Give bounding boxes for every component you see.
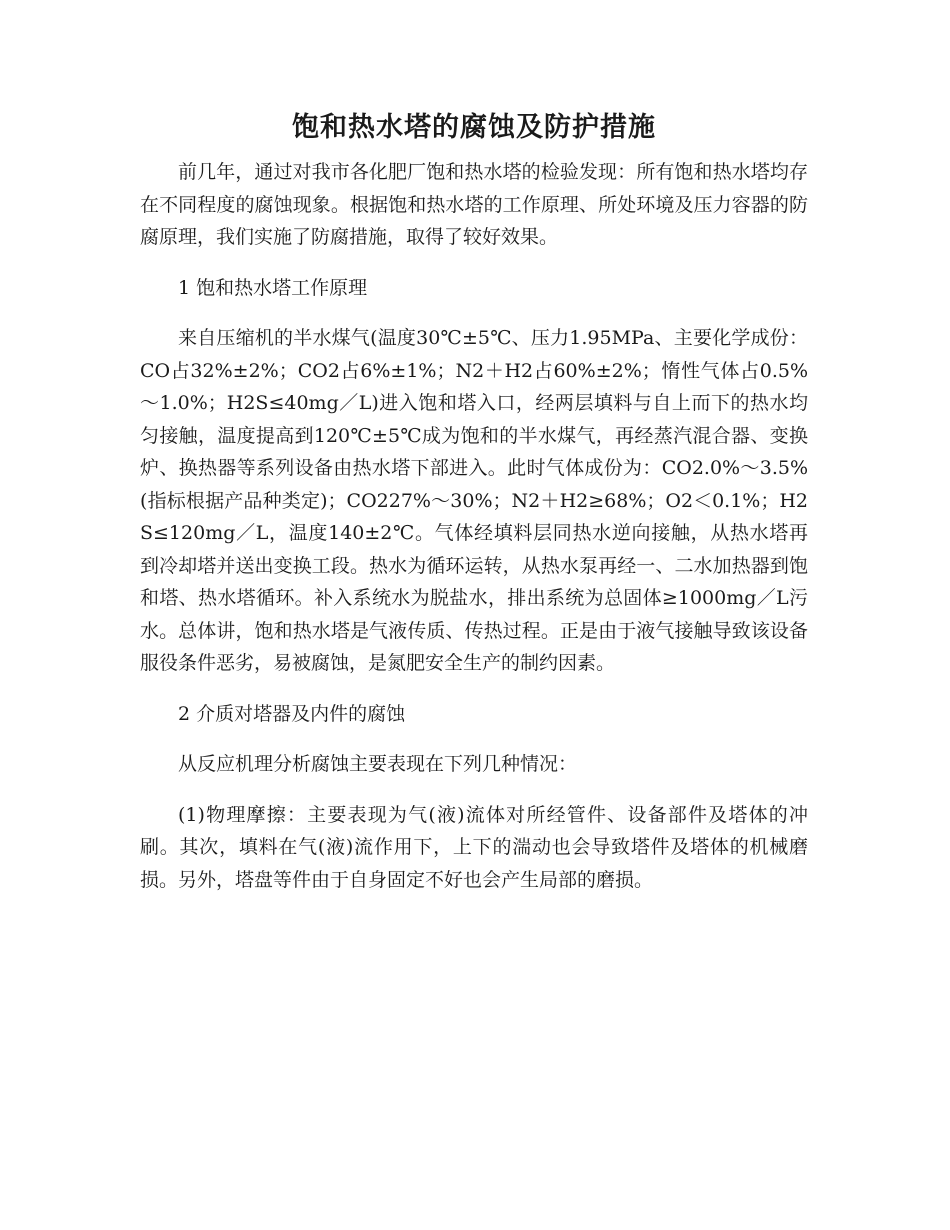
document-title: 饱和热水塔的腐蚀及防护措施 — [292, 112, 656, 143]
section-1-heading: 1 饱和热水塔工作原理 — [178, 276, 368, 299]
intro-paragraph: 前几年，通过对我市各化肥厂饱和热水塔的检验发现：所有饱和热水塔均存在不同程度的腐蚀现象。根据饱和热水塔的工作原理、所处环境及压力容器的防腐原理，我们实施了防腐措施，取得了较好效果。 — [140, 161, 808, 248]
section-2-lead: 从反应机理分析腐蚀主要表现在下列几种情况： — [178, 753, 578, 775]
document-page — [140, 108, 808, 914]
section-2-heading: 2 介质对塔器及内件的腐蚀 — [178, 702, 406, 725]
section-1-body: 来自压缩机的半水煤气(温度30℃±5℃、压力1.95MPa、主要化学成份：CO占32%±2%；CO2占6%±1%；N2＋H2占60%±2%；惰性气体占0.5%～1.0%；H2S≤40mg／L)进入饱和塔入口，经两层填料与自上而下的热水均匀接触，温度提高到120℃±5℃成为饱和的半水煤气，再经蒸汽混合器、变换炉、换热器等系列设备由热水塔下部进入。此时气体成份为：CO2.0%～3.5%(指标根据产品种类定)；CO227%～30%；N2＋H2≥68%；O2＜0.1%；H2S≤120mg／L，温度140±2℃。气体经填料层同热水逆向接触，从热水塔再到冷却塔并送出变换工段。热水为循环运转，从热水泵再经一、二水加热器到饱和塔、热水塔循环。补入系统水为脱盐水，排出系统为总固体≥1000mg／L污水。总体讲，饱和热水塔是气液传质、传热过程。正是由于液气接触导致该设备服役条件恶劣，易被腐蚀，是氮肥安全生产的制约因素。 — [140, 327, 808, 674]
section-2-item-1: (1)物理摩擦：主要表现为气(液)流体对所经管件、设备部件及塔体的冲刷。其次，填料在气(液)流作用下，上下的湍动也会导致塔件及塔体的机械磨损。另外，塔盘等件由于自身固定不好也会产生局部的磨损。 — [140, 803, 808, 891]
